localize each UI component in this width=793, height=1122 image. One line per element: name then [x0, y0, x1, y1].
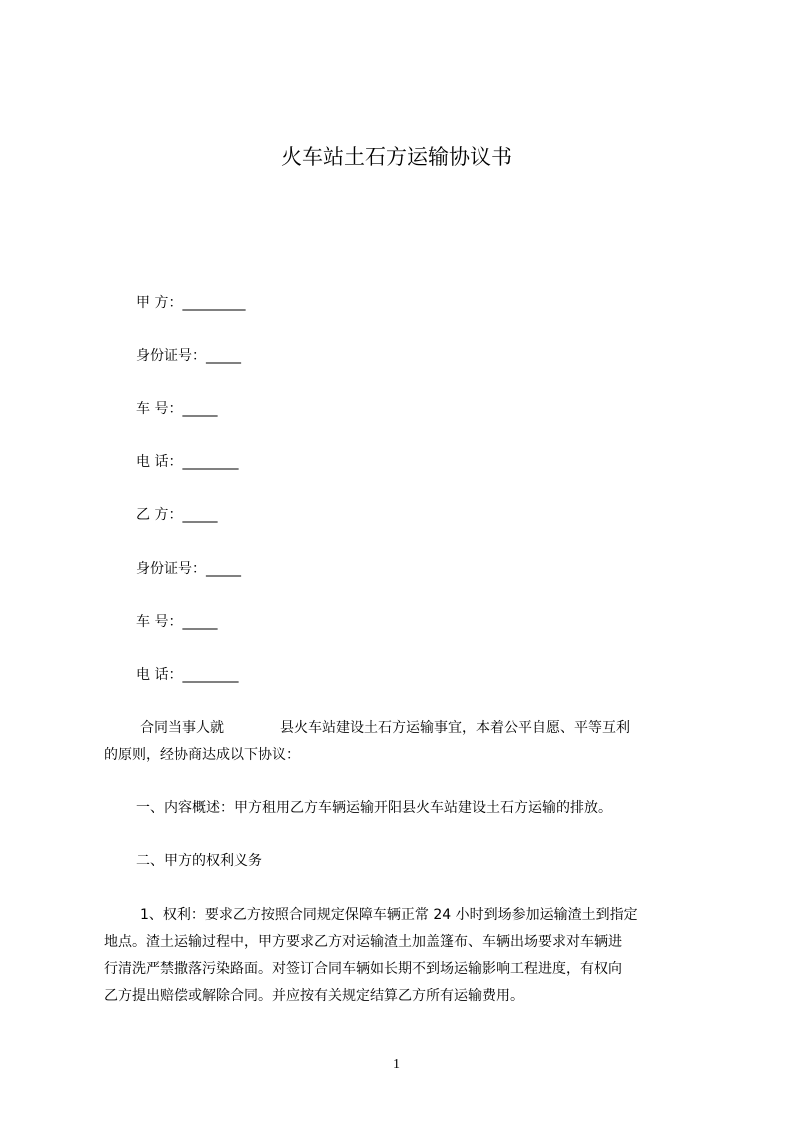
party-a-field: 甲 方：_________ [136, 295, 246, 311]
party-b-phone-field: 电 话：________ [136, 667, 239, 683]
intro-paragraph-line1 [140, 718, 630, 738]
rights-line: 地点。渣土运输过程中，甲方要求乙方对运输渣土加盖篷布、车辆出场要求对车辆进 [104, 934, 622, 950]
intro-part1: 合同当事人就 [140, 720, 224, 736]
party-a-phone-field: 电 话：________ [136, 454, 239, 470]
rights-line: 1、权利：要求乙方按照合同规定保障车辆正常 24 小时到场参加运输渣土到指定 [140, 907, 638, 923]
page-number: 1 [393, 1057, 400, 1072]
party-a-vehicle-field: 车 号：_____ [136, 401, 218, 417]
section2-heading: 二、甲方的权利义务 [136, 853, 262, 869]
section1-content-summary: 一、内容概述：甲方租用乙方车辆运输开阳县火车站建设土石方运输的排放。 [136, 800, 612, 816]
document-title: 火车站土石方运输协议书 [281, 145, 512, 169]
party-b-field: 乙 方：_____ [136, 507, 218, 523]
rights-line: 行清洗严禁撒落污染路面。对签订合同车辆如长期不到场运输影响工程进度，有权向 [104, 961, 622, 977]
party-b-id-field: 身份证号：_____ [136, 561, 241, 577]
party-a-id-field: 身份证号：_____ [136, 348, 241, 364]
rights-line: 乙方提出赔偿或解除合同。并应按有关规定结算乙方所有运输费用。 [104, 988, 524, 1004]
party-b-vehicle-field: 车 号：_____ [136, 614, 218, 630]
intro-paragraph-line2: 的原则，经协商达成以下协议： [104, 747, 300, 763]
intro-part2: 县火车站建设土石方运输事宜，本着公平自愿、平等互利 [280, 720, 630, 736]
